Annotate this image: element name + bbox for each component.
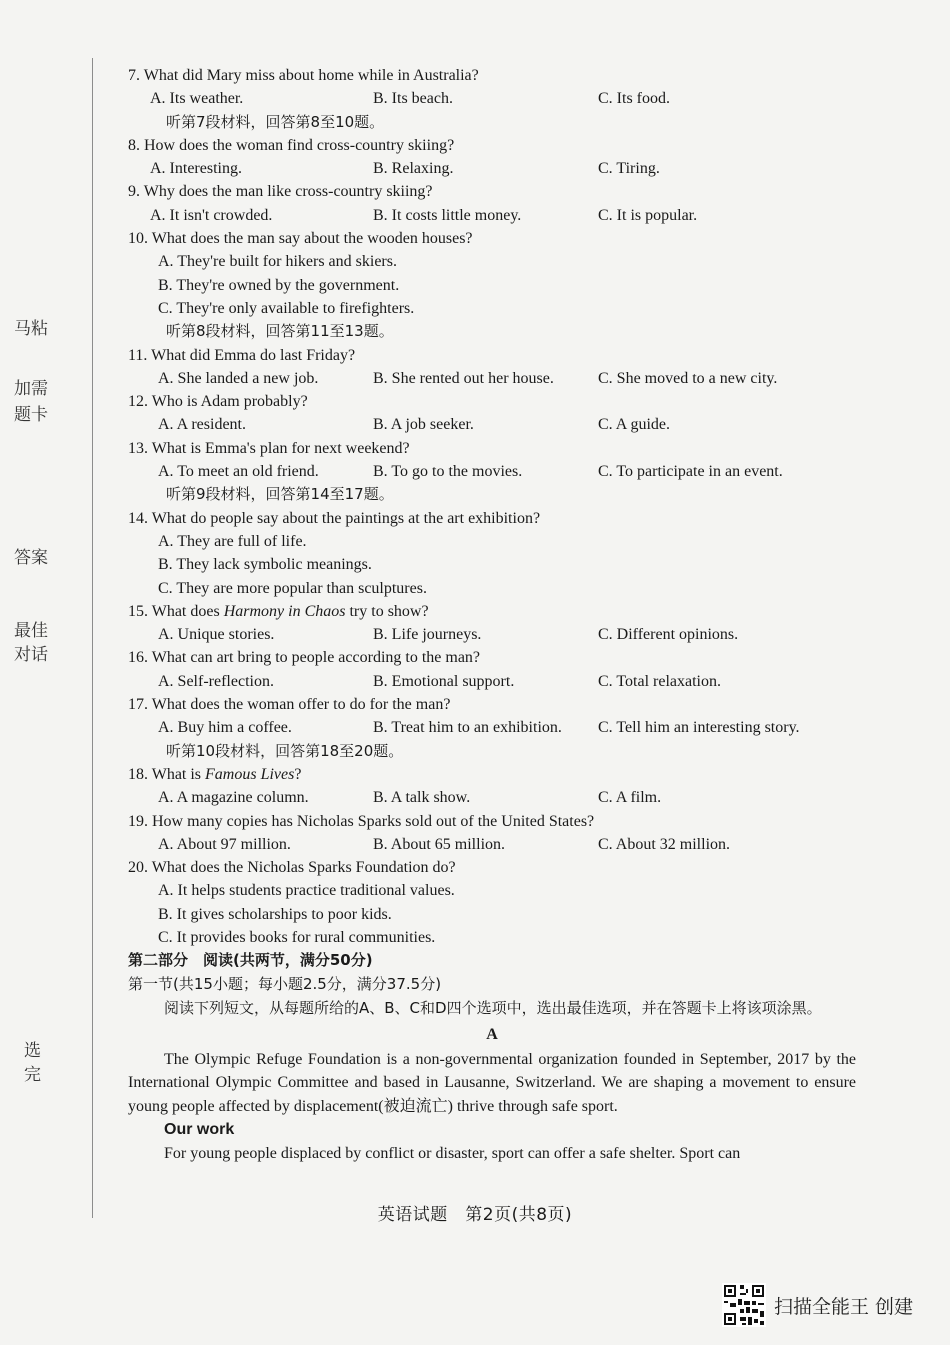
listening-instruction: 听第9段材料，回答第14至17题。 <box>166 485 394 504</box>
passage-label: A <box>486 1025 498 1043</box>
option-a: A. They are full of life. <box>158 532 307 550</box>
option-c: C. Its food. <box>598 90 670 108</box>
option-b: B. Its beach. <box>373 90 453 108</box>
title-italic: Harmony in Chaos <box>223 602 346 620</box>
option-c: C. They are more popular than sculptures. <box>158 579 427 597</box>
option-a: A. Buy him a coffee. <box>158 719 292 737</box>
option-c: C. Tiring. <box>598 160 660 178</box>
option-b: B. About 65 million. <box>373 835 506 853</box>
question-stem: 16. What can art bring to people according to the man? <box>128 649 481 667</box>
option-b: B. It gives scholarships to poor kids. <box>158 905 392 923</box>
option-b: B. It costs little money. <box>373 206 522 224</box>
question-stem: 17. What does the woman offer to do for the man? <box>128 696 451 714</box>
option-b: B. Treat him to an exhibition. <box>373 719 562 737</box>
scanner-watermark <box>722 1283 913 1327</box>
question-options <box>128 716 856 739</box>
margin-fragment: 最佳 <box>14 621 48 641</box>
option-c: C. She moved to a new city. <box>598 369 778 387</box>
option-b: B. A job seeker. <box>373 416 474 434</box>
passage-paragraph: The Olympic Refuge Foundation is a non-governmental organization founded in September, 2017 by the International Olympic Committee and based in Lausanne, Switzerland. We are shaping a movement to ensure young people affected by displacement(被迫流亡) thrive through safe sport. <box>128 1050 856 1115</box>
listening-instruction: 听第10段材料，回答第18至20题。 <box>166 741 404 760</box>
margin-fragment: 完 <box>24 1065 41 1085</box>
passage-paragraph: For young people displaced by conflict or disaster, sport can offer a safe shelter. Sport can <box>164 1144 741 1162</box>
option-a: A. Interesting. <box>150 160 242 178</box>
option-c: C. They're only available to firefighters. <box>158 299 415 317</box>
question-options <box>128 87 856 110</box>
option-c: C. About 32 million. <box>598 835 731 853</box>
question-options <box>128 204 856 227</box>
option-b: B. To go to the movies. <box>373 463 523 481</box>
option-b: B. Emotional support. <box>373 672 515 690</box>
question-stem: 10. What does the man say about the wooden houses? <box>128 230 473 248</box>
margin-fragment: 答案 <box>14 548 48 568</box>
question-options <box>128 833 856 856</box>
option-a: A. Its weather. <box>150 90 244 108</box>
option-b: B. She rented out her house. <box>373 369 554 387</box>
question-options <box>128 157 856 180</box>
option-c: C. Different opinions. <box>598 626 739 644</box>
question-stem: 18. What is Famous Lives? <box>128 765 302 783</box>
question-stem: 20. What does the Nicholas Sparks Foundation do? <box>128 859 456 877</box>
option-b: B. A talk show. <box>373 789 471 807</box>
passage-subheading: Our work <box>164 1121 235 1139</box>
option-c: C. A guide. <box>598 416 671 434</box>
option-c: C. To participate in an event. <box>598 463 783 481</box>
question-stem: 19. How many copies has Nicholas Sparks sold out of the United States? <box>128 812 595 830</box>
question-stem: 11. What did Emma do last Friday? <box>128 346 356 364</box>
option-c: C. Tell him an interesting story. <box>598 719 800 737</box>
option-c: C. It is popular. <box>598 206 698 224</box>
option-a: A. Unique stories. <box>158 626 275 644</box>
question-stem: 8. How does the woman find cross-country skiing? <box>128 136 455 154</box>
qr-code-icon <box>722 1283 766 1327</box>
option-b: B. Relaxing. <box>373 160 454 178</box>
option-c: C. A film. <box>598 789 662 807</box>
option-c: C. It provides books for rural communities. <box>158 928 436 946</box>
listening-instruction: 听第8段材料，回答第11至13题。 <box>166 322 394 341</box>
question-options <box>128 367 856 390</box>
option-a: A. A resident. <box>158 416 246 434</box>
listening-instruction: 听第7段材料，回答第8至10题。 <box>166 112 385 131</box>
exam-content <box>128 64 856 1165</box>
title-italic: Famous Lives <box>205 765 295 783</box>
option-a: A. It isn't crowded. <box>150 206 273 224</box>
question-options <box>128 670 856 693</box>
section-title: 第一节(共15小题；每小题2.5分，满分37.5分) <box>128 974 442 993</box>
option-a: A. It helps students practice traditional values. <box>158 882 455 900</box>
question-stem: 14. What do people say about the paintings at the art exhibition? <box>128 509 541 527</box>
question-stem: 12. Who is Adam probably? <box>128 393 308 411</box>
option-a: A. About 97 million. <box>158 835 291 853</box>
question-stem: 13. What is Emma's plan for next weekend? <box>128 439 410 457</box>
question-stem: 15. What does Harmony in Chaos try to show? <box>128 602 429 620</box>
page-left-edge-line <box>92 58 93 1218</box>
option-b: B. They lack symbolic meanings. <box>158 556 372 574</box>
question-options <box>128 623 856 646</box>
margin-fragment: 选 <box>24 1041 41 1061</box>
option-b: B. Life journeys. <box>373 626 482 644</box>
option-a: A. Self-reflection. <box>158 672 274 690</box>
question-options <box>128 786 856 809</box>
option-a: A. A magazine column. <box>158 789 309 807</box>
page-footer: 英语试题 第2页(共8页) <box>377 1205 573 1225</box>
question-stem: 9. Why does the man like cross-country skiing? <box>128 183 433 201</box>
option-b: B. They're owned by the government. <box>158 276 400 294</box>
margin-fragment: 题卡 <box>14 405 48 425</box>
option-c: C. Total relaxation. <box>598 672 721 690</box>
margin-fragment: 对话 <box>14 645 48 665</box>
option-a: A. They're built for hikers and skiers. <box>158 253 397 271</box>
margin-fragment: 加需 <box>14 379 48 399</box>
option-a: A. She landed a new job. <box>158 369 319 387</box>
reading-instructions: 阅读下列短文，从每题所给的A、B、C和D四个选项中，选出最佳选项，并在答题卡上将该项涂黑。 <box>164 998 822 1017</box>
option-a: A. To meet an old friend. <box>158 463 319 481</box>
question-options <box>128 413 856 436</box>
part-title: 第二部分 阅读(共两节，满分50分) <box>128 951 373 970</box>
watermark-text: 扫描全能王 创建 <box>774 1295 914 1318</box>
question-stem: 7. What did Mary miss about home while in Australia? <box>128 67 479 84</box>
question-options <box>128 460 856 483</box>
margin-fragment: 马粘 <box>14 319 48 339</box>
